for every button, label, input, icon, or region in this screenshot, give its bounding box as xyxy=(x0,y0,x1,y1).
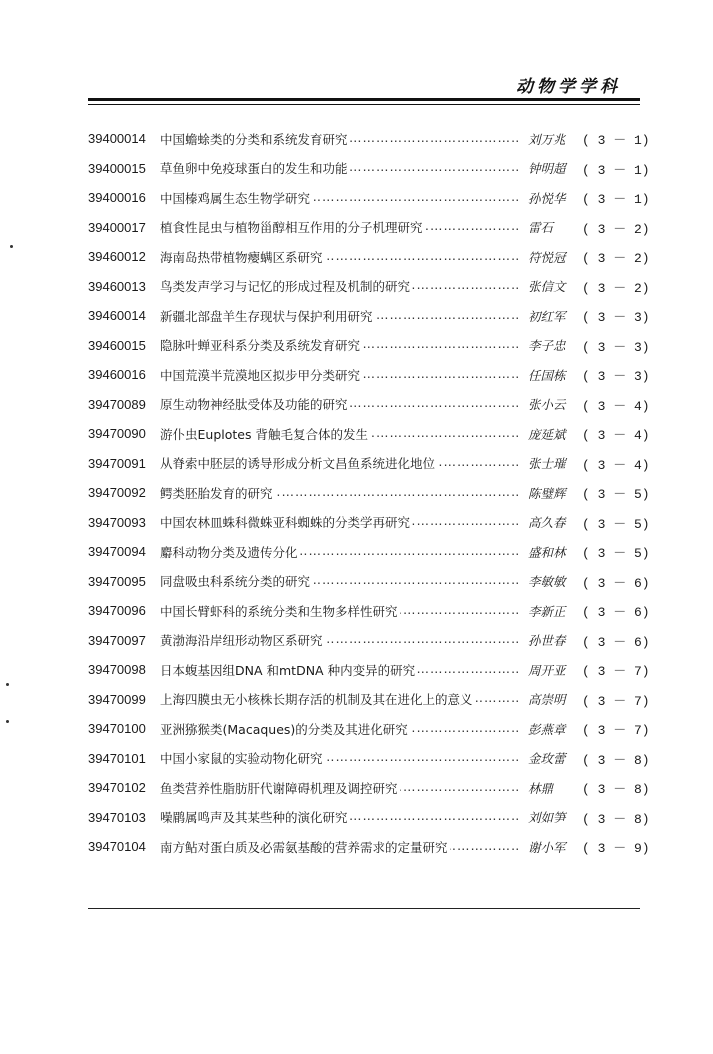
entry-author: 刘如笋 xyxy=(528,810,566,826)
entry-title-text: 新疆北部盘羊生存现状与保护利用研究 xyxy=(160,308,373,324)
entry-row xyxy=(88,360,650,390)
entry-issue: ( 3 － 4) xyxy=(582,428,650,444)
entry-title-text: 亚洲猕猴类(Macaques)的分类及其进化研究 xyxy=(160,721,408,737)
entry-title-text: 中国榛鸡属生态生物学研究 xyxy=(160,190,311,206)
entry-author: 初红军 xyxy=(528,308,566,324)
entry-title xyxy=(160,159,520,177)
entry-code: 39470100 xyxy=(88,721,146,737)
entry-row xyxy=(88,390,650,420)
entry-row xyxy=(88,508,650,538)
entry-title xyxy=(160,602,520,620)
entry-code: 39470090 xyxy=(88,426,146,442)
entry-row xyxy=(88,685,650,715)
entry-title-text: 上海四膜虫无小核株长期存活的机制及其在进化上的意义 xyxy=(160,692,473,708)
entry-issue: ( 3 － 1) xyxy=(582,192,650,208)
entry-code: 39470104 xyxy=(88,839,146,855)
entry-code: 39400015 xyxy=(88,160,146,176)
entry-title-text: 中国荒漠半荒漠地区拟步甲分类研究 xyxy=(160,367,361,383)
entry-title xyxy=(160,218,520,236)
entry-author: 符悦冠 xyxy=(528,249,566,265)
entry-issue: ( 3 － 3) xyxy=(582,369,650,385)
entry-row xyxy=(88,449,650,479)
entry-title-text: 中国农林皿蛛科微蛛亚科蜘蛛的分类学再研究 xyxy=(160,515,411,531)
entry-issue: ( 3 － 7) xyxy=(582,664,650,680)
entry-code: 39400016 xyxy=(88,190,146,206)
entry-code: 39470094 xyxy=(88,544,146,560)
entry-code: 39470095 xyxy=(88,573,146,589)
entry-code: 39460012 xyxy=(88,249,146,265)
entry-issue: ( 3 － 3) xyxy=(582,310,650,326)
entry-author: 张士璀 xyxy=(528,456,566,472)
entry-issue: ( 3 － 7) xyxy=(582,723,650,739)
entry-title xyxy=(160,277,520,295)
entry-title xyxy=(160,543,520,561)
entry-title xyxy=(160,336,520,354)
entry-title-text: 鱼类营养性脂肪肝代谢障碍机理及调控研究 xyxy=(160,780,398,796)
entry-title-text: 南方鲇对蛋白质及必需氨基酸的营养需求的定量研究 xyxy=(160,839,448,855)
entry-issue: ( 3 － 7) xyxy=(582,693,650,709)
entry-code: 39460016 xyxy=(88,367,146,383)
entry-issue: ( 3 － 6) xyxy=(582,605,650,621)
entry-issue: ( 3 － 4) xyxy=(582,398,650,414)
entry-code: 39470096 xyxy=(88,603,146,619)
entry-title-text: 鸟类发声学习与记忆的形成过程及机制的研究 xyxy=(160,279,411,295)
entry-title-text: 日本蝮基因组DNA 和mtDNA 种内变异的研究 xyxy=(160,662,416,678)
entry-author: 李新正 xyxy=(528,603,566,619)
entry-issue: ( 3 － 8) xyxy=(582,811,650,827)
entry-author: 雷石 xyxy=(528,220,554,236)
entry-title xyxy=(160,513,520,531)
entry-issue: ( 3 － 1) xyxy=(582,162,650,178)
entry-row xyxy=(88,478,650,508)
entry-author: 张小云 xyxy=(528,397,566,413)
entry-author: 彭燕章 xyxy=(528,721,566,737)
entry-author: 陈璧辉 xyxy=(528,485,566,501)
entry-issue: ( 3 － 3) xyxy=(582,339,650,355)
entry-author: 金玫蕾 xyxy=(528,751,566,767)
entry-code: 39470101 xyxy=(88,750,146,766)
entry-title xyxy=(160,720,520,738)
entry-issue: ( 3 － 2) xyxy=(582,280,650,296)
entry-title-text: 中国蟾蜍类的分类和系统发育研究 xyxy=(160,131,348,147)
entry-issue: ( 3 － 8) xyxy=(582,752,650,768)
entry-author: 李敏敏 xyxy=(528,574,566,590)
entry-code: 39400014 xyxy=(88,131,146,147)
footer-rule xyxy=(88,908,640,909)
entry-issue: ( 3 － 2) xyxy=(582,251,650,267)
entry-code: 39470089 xyxy=(88,396,146,412)
entry-author: 周开亚 xyxy=(528,662,566,678)
entry-issue: ( 3 － 5) xyxy=(582,487,650,503)
entry-issue: ( 3 － 1) xyxy=(582,133,650,149)
entry-title xyxy=(160,749,520,767)
entry-row xyxy=(88,596,650,626)
entry-issue: ( 3 － 4) xyxy=(582,457,650,473)
entry-title-text: 隐脉叶蝉亚科系分类及系统发育研究 xyxy=(160,338,361,354)
entry-row xyxy=(88,272,650,302)
entry-title-text: 黄渤海沿岸纽形动物区系研究 xyxy=(160,633,323,649)
entry-row xyxy=(88,803,650,833)
entry-row xyxy=(88,537,650,567)
entry-title-text: 同盘吸虫科系统分类的研究 xyxy=(160,574,311,590)
entry-code: 39470092 xyxy=(88,485,146,501)
entry-title-text: 中国小家鼠的实验动物化研究 xyxy=(160,751,323,767)
entry-title xyxy=(160,454,520,472)
header-rule-thin xyxy=(88,104,640,105)
entry-code: 39470103 xyxy=(88,809,146,825)
entry-title xyxy=(160,631,520,649)
entry-title-text: 海南岛热带植物瘿螨区系研究 xyxy=(160,249,323,265)
entry-title xyxy=(160,779,520,797)
entry-row xyxy=(88,832,650,862)
entry-title xyxy=(160,661,520,679)
entry-title-text: 麝科动物分类及遗传分化 xyxy=(160,544,298,560)
entry-author: 张信文 xyxy=(528,279,566,295)
entry-title-text: 原生动物神经肽受体及功能的研究 xyxy=(160,397,348,413)
entry-issue: ( 3 － 5) xyxy=(582,546,650,562)
entry-title-text: 从脊索中胚层的诱导形成分析文昌鱼系统进化地位 xyxy=(160,456,436,472)
entry-code: 39460015 xyxy=(88,337,146,353)
entry-code: 39470093 xyxy=(88,514,146,530)
entry-issue: ( 3 － 6) xyxy=(582,634,650,650)
entry-author: 刘万兆 xyxy=(528,131,566,147)
entry-title-text: 噪鹛属鸣声及其某些种的演化研究 xyxy=(160,810,348,826)
scan-speck xyxy=(6,683,9,686)
entry-row xyxy=(88,301,650,331)
entry-author: 孙悦华 xyxy=(528,190,566,206)
entry-row xyxy=(88,626,650,656)
entry-code: 39470098 xyxy=(88,662,146,678)
entry-author: 任国栋 xyxy=(528,367,566,383)
entry-author: 盛和林 xyxy=(528,544,566,560)
entry-title-text: 植食性昆虫与植物甾醇相互作用的分子机理研究 xyxy=(160,220,423,236)
entry-issue: ( 3 － 5) xyxy=(582,516,650,532)
entry-title xyxy=(160,189,520,207)
entry-title xyxy=(160,690,520,708)
entry-row xyxy=(88,419,650,449)
entry-title xyxy=(160,838,520,856)
entry-author: 林鼎 xyxy=(528,780,554,796)
entry-row xyxy=(88,744,650,774)
entry-row xyxy=(88,331,650,361)
entry-list xyxy=(88,124,650,862)
entry-issue: ( 3 － 9) xyxy=(582,841,650,857)
entry-issue: ( 3 － 2) xyxy=(582,221,650,237)
entry-code: 39470099 xyxy=(88,691,146,707)
entry-author: 钟明超 xyxy=(528,161,566,177)
entry-code: 39460014 xyxy=(88,308,146,324)
entry-title xyxy=(160,307,520,325)
entry-title xyxy=(160,130,520,148)
entry-author: 谢小军 xyxy=(528,839,566,855)
entry-author: 李子忠 xyxy=(528,338,566,354)
entry-issue: ( 3 － 6) xyxy=(582,575,650,591)
entry-code: 39470102 xyxy=(88,780,146,796)
entry-row xyxy=(88,773,650,803)
entry-title-text: 游仆虫Euplotes 背触毛复合体的发生 xyxy=(160,426,368,442)
entry-author: 庞延斌 xyxy=(528,426,566,442)
entry-title-text: 鳄类胚胎发育的研究 xyxy=(160,485,273,501)
entry-title xyxy=(160,572,520,590)
entry-row xyxy=(88,154,650,184)
entry-row xyxy=(88,242,650,272)
scan-speck xyxy=(10,245,13,248)
entry-code: 39470097 xyxy=(88,632,146,648)
entry-title-text: 草鱼卵中免疫球蛋白的发生和功能 xyxy=(160,161,348,177)
entry-title xyxy=(160,366,520,384)
header-rule-thick xyxy=(88,98,640,101)
entry-row xyxy=(88,567,650,597)
entry-row xyxy=(88,213,650,243)
entry-code: 39470091 xyxy=(88,455,146,471)
scan-speck xyxy=(6,720,9,723)
entry-row xyxy=(88,183,650,213)
entry-title xyxy=(160,395,520,413)
entry-title-text: 中国长臂虾科的系统分类和生物多样性研究 xyxy=(160,603,398,619)
entry-title xyxy=(160,484,520,502)
entry-author: 孙世春 xyxy=(528,633,566,649)
section-title: 动物学学科 xyxy=(516,77,621,97)
entry-author: 高久春 xyxy=(528,515,566,531)
entry-title xyxy=(160,808,520,826)
entry-row xyxy=(88,714,650,744)
entry-author: 高崇明 xyxy=(528,692,566,708)
entry-title xyxy=(160,425,520,443)
entry-title xyxy=(160,248,520,266)
entry-row xyxy=(88,124,650,154)
entry-row xyxy=(88,655,650,685)
entry-code: 39460013 xyxy=(88,278,146,294)
entry-issue: ( 3 － 8) xyxy=(582,782,650,798)
entry-code: 39400017 xyxy=(88,219,146,235)
